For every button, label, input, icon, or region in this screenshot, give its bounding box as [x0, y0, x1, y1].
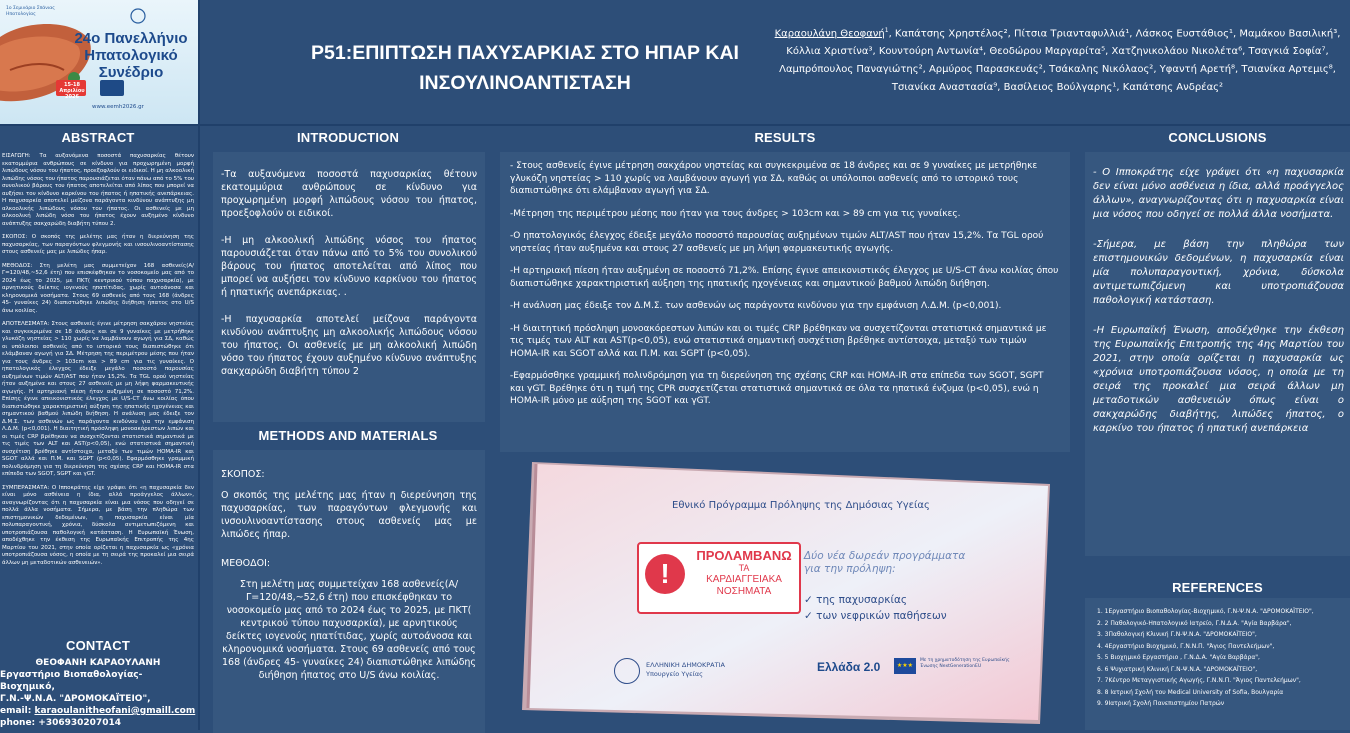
- program-item-2: των νεφρικών παθήσεων: [816, 610, 947, 622]
- results-title: RESULTS: [754, 130, 816, 145]
- offer-line2: για την πρόληψη:: [804, 563, 896, 575]
- result-paragraph: -Ο ηπατολογικός έλεγχος έδειξε μεγάλο ποσοστό παρουσίας αυξημένων τιμών ALT/AST που ήταν 15,2%. Τα TGL ορού νηστείας ήταν αυξημένα και στους 27 ασθενείς με μη λήψη φαρμακευτικής αγωγής.: [510, 231, 1044, 254]
- brochure-heading: Εθνικό Πρόγραμμα Πρόληψης της Δημόσιας Υγείας: [672, 500, 930, 511]
- conclusion-paragraph: -Σήμερα, με βάση την πληθώρα των επιστημονικών δεδομένων, η παχυσαρκία είναι μία πολυπαραγοντική, χρόνια, δύσκολα αντιμετωπιζόμενη και υποτροπιάζουσα παθολογική κατάσταση.: [1093, 239, 1344, 306]
- first-author-sup: 1: [884, 27, 889, 34]
- offer-line1: Δύο νέα δωρεάν προγράμματα: [804, 550, 966, 562]
- conclusions-title: CONCLUSIONS: [1168, 130, 1267, 145]
- contact-hospital: Γ.Ν.-Ψ.Ν.Α. "ΔΡΟΜΟΚΑΪΤΕΙΟ",: [0, 694, 151, 704]
- abstract-method: ΜΕΘΟΔΟΣ: Στη μελέτη μας συμμετείχαν 168 ασθενείς(Α/Γ=120/48,~52,6 έτη) που επισκέφθηκαν το νοσοκομείο μας από το 2024 έως το 2025, με ΠΚΤ( κεντρικού τύπου παχυσαρκία), με αρνητικούς δείκτες ιογενούς ηπατίτιδας, χωρίς αυτοάνοσα και κληρονομικά νοσήματα. Στους 69 ασθενείς από τους 168 (άνδρες 45- γυναίκες 24) διαπιστώθηκε λιπώδης διήθηση ήπατος στο U/S άνω κοιλίας.: [2, 262, 194, 314]
- results-panel: [500, 152, 1070, 452]
- left-column-divider: [198, 0, 200, 730]
- conclusion-paragraph: - Ο Ιπποκράτης είχε γράψει ότι «η παχυσαρκία δεν είναι μόνο ασθένεια η ίδια, αλλά προάγγελος άλλων», αναγνωρίζοντας ότι η παχυσαρκία είναι μια νόσος που οδηγεί σε πολλά άλλα νοσήματα.: [1093, 167, 1344, 220]
- method-label: ΜΕΘΟΔΟΙ:: [221, 558, 271, 569]
- alert-icon: !: [645, 554, 685, 594]
- reference-item: 7. 7Κέντρο Μεταγγιστικής Αγωγής, Γ.Ν.Ν.Π. "Άγιος Παντελεήμων",: [1097, 677, 1301, 684]
- result-paragraph: -Μέτρηση της περιμέτρου μέσης που ήταν για τους άνδρες > 103cm και > 89 cm για τις γυναίκες.: [510, 208, 961, 219]
- abstract-conclusions: ΣΥΜΠΕΡΑΣΜΑΤΑ: Ο Ιπποκράτης είχε γράψει ότι «η παχυσαρκία δεν είναι μόνο ασθένεια η ίδια, αλλά προάγγελος άλλων», αναγνωρίζοντας ότι η παχυσαρκία είναι μια νόσος που οδηγεί σε πολλά άλλα νοσήματα. Σήμερα, με βάση την πληθώρα των επιστημονικών δεδομένων, η παχυσαρκία είναι μία πολυπαραγοντική, χρόνια, δύσκολα αντιμετωπιζόμενη και υποτροπιάζουσα παθολογική κατάσταση. Η Ευρωπαϊκή Ένωση, αποδέχθηκε την έκθεση της Ευρωπαϊκής Επιτροπής της 4ης Μαρτίου του 2021, στην οποία ορίζεται η παχυσαρκία ως «χρόνια υποτροπιάζουσα νόσος, η οποία με τη σειρά της προκαλεί μια σειρά άλλων μη μεταδοτικών ασθενειών».: [2, 484, 194, 566]
- seminar-line: 1ο Σεμινάριο Σπάνιας Ηπατολογίας: [6, 6, 55, 17]
- reference-item: 8. 8 Ιατρική Σχολή του Medical University of Sofia, Βουλγαρία: [1097, 688, 1284, 696]
- abstract-body: [0, 153, 196, 567]
- methods-title: METHODS AND MATERIALS: [258, 428, 438, 443]
- conclusions-panel: [1085, 152, 1350, 556]
- program-item-1: της παχυσαρκίας: [816, 594, 908, 606]
- result-paragraph: -Η ανάλυση μας έδειξε τον Δ.Μ.Σ. των ασθενών ως παράγοντα κινδύνου για την εμφάνιση Λ.Δ.Μ. (p<0,001).: [510, 301, 1002, 311]
- conference-dates: 15-18 Απριλίου 2026: [59, 82, 85, 100]
- abstract-title: ABSTRACT: [61, 130, 135, 145]
- conference-name-3: Συνέδριο: [98, 64, 164, 81]
- email-label: email:: [0, 706, 32, 716]
- gov-line2: Υπουργείο Υγείας: [646, 670, 703, 678]
- poster-title: P51:ΕΠΙΠΤΩΣΗ ΠΑΧΥΣΑΡΚΙΑΣ ΣΤΟ ΗΠΑΡ ΚΑΙ ΙΝΣΟΥΛΙΝΟΑΝΤΙΣΤΑΣΗ: [311, 42, 739, 94]
- aim-label: ΣΚΟΠΟΣ:: [221, 469, 265, 480]
- header-divider: [0, 124, 1350, 126]
- reference-item: 3. 3Παθολογική Κλινική Γ.Ν-Ψ.Ν.Α. "ΔΡΟΜΟΚΑΪΤΕΙΟ",: [1097, 631, 1257, 638]
- introduction-title: INTRODUCTION: [296, 130, 400, 145]
- first-author: Καραουλάνη Θεοφανή: [774, 28, 885, 40]
- contact-title: CONTACT: [66, 638, 130, 653]
- references-panel: [1085, 598, 1350, 730]
- method-text: Στη μελέτη μας συμμετείχαν 168 ασθενείς(Α/Γ=120/48,~52,6 έτη) που επισκέφθηκαν το νοσοκομείο μας από το 2024 έως το 2025, με ΠΚΤ( κεντρικού τύπου παχυσαρκία), με αρνητικούς δείκτες ιογενούς ηπατίτιδας, χωρίς αυτοάνοσα και κληρονομικά νοσήματα. Στους 69 ασθενείς από τους 168 (άνδρες 45- γυναίκες 24) διαπιστώθηκε λιπώδης διήθηση ήπατος στο U/S άνω κοιλίας.: [221, 579, 476, 681]
- prevention-badge: [637, 542, 801, 614]
- conference-url: www.eemh2026.gr: [92, 104, 144, 110]
- reference-item: 1. 1Εργαστήριο Βιοπαθολογίας-Βιοχημικό, Γ.Ν-Ψ.Ν.Α. "ΔΡΟΜΟΚΑΪΤΕΙΟ",: [1097, 608, 1314, 615]
- reference-item: 5. 5 Βιοχημικό Εργαστήριο , Γ.Ν.Δ.Α. "Αγία Βαρβάρα",: [1097, 654, 1260, 661]
- intro-paragraph: -Η μη αλκοολική λιπώδης νόσος του ήπατος παρουσιάζεται όταν πάνω από το 5% του συνολικού βάρους του ήπατος αποτελείται από λίπος που μπορεί να αυξήσει τον κίνδυνο καρκίνου του ήπατος ή ηπατικής ανεπάρκειας. .: [221, 235, 477, 298]
- contact-phone: +306930207014: [38, 718, 121, 728]
- check-icon: ✓: [804, 594, 813, 606]
- intro-paragraph: -Τα αυξανόμενα ποσοστά παχυσαρκίας θέτουν εκατομμύρια ανθρώπους σε κίνδυνο για προχωρημένη μορφή λιπώδους νόσου του ήπατος, προεξοφλούν οι ειδικοί.: [221, 169, 477, 219]
- check-icon: ✓: [804, 610, 813, 622]
- contact-email-link[interactable]: karaoulanitheofani@gmaill.com: [34, 706, 196, 716]
- eu-flag-icon: ★★★: [894, 658, 916, 674]
- contact-dept: Εργαστήριο Βιοπαθολογίας-Βιοχημικό,: [0, 670, 143, 692]
- badge-line4: ΝΟΣΗΜΑΤΑ: [716, 586, 772, 597]
- methods-panel: [213, 450, 485, 733]
- reference-item: 9. 9Ιατρική Σχολή Πανεπιστημίου Πατρών: [1097, 700, 1225, 707]
- aim-text: Ο σκοπός της μελέτης μας ήταν η διερεύνηση της παχυσαρκίας, των παραγόντων φλεγμονής και ινσουλινοαντίστασης στους ασθενείς μας με λιπώδες ήπαρ.: [221, 490, 477, 540]
- co-authors: , Καπάτσης Χρηστέλος², Πίτσια Τριανταφυλλιά¹, Λάσκος Ευστάθιος¹, Μαμάκου Βασιλική³, Κόλλια Χριστίνα³, Κουντούρη Αντωνία⁴, Θεοδώρου Μαργαρίτα⁵, Χατζηνικολάου Νικολέτα⁶, Τσαγκιά Σοφία⁷, Λαμπρόπουλος Παναγιώτης², Αρμύρος Παρασκευάς², Τσάκαλης Νικόλαος², Υφαντή Αρετή⁸, Τσιανίκα Αρτεμις⁸, Τσιανίκα Αναστασία⁹, Βασίλειος Βούλγαρης¹, Καπάτσης Ανδρέας²: [779, 28, 1341, 94]
- contact-details: [0, 657, 196, 729]
- conclusion-paragraph: -Η Ευρωπαϊκή Ένωση, αποδέχθηκε την έκθεση της Ευρωπαϊκής Επιτροπής της 4ης Μαρτίου του 2021, στην οποία ορίζεται η παχυσαρκία ως «χρόνια υποτροπιάζουσα νόσος, η οποία με τη σειρά της προκαλεί μια σειρά άλλων μη μεταδοτικών ασθενειών όπως είναι ο σακχαρώδης διαβήτης, λιπώδες ήπατος, ο καρκίνο του ήπατος ή ηπατική ανεπάρκεια: [1093, 325, 1344, 434]
- reference-item: 2. 2 Παθολογικό-Ηπατολογικό Ιατρείο, Γ.Ν.Δ.Α. "Αγία Βαρβάρα",: [1097, 619, 1292, 627]
- badge-title: ΠΡΟΛΑΜΒΑΝΩ: [696, 548, 792, 563]
- result-paragraph: - Στους ασθενείς έγινε μέτρηση σακχάρου νηστείας και συγκεκριμένα σε 18 άνδρες και σε 9 γυναίκες με μετρήθηκε γλυκόζη νηστείας > 110 χωρίς να λαμβάνουν αγωγή για ΣΔ, καθώς οι υπόλοιποι ασθενείς από το ιστορικό τους διαπιστώθηκε ότι ελάμβαναν αγωγή για ΣΔ.: [510, 161, 1038, 196]
- result-paragraph: -Εφαρμόσθηκε γραμμική πολινδρόμηση για τη διερεύνηση της σχέσης CRP και HOMA-IR στα επίπεδα των SGOT, SGPT και γGT. Βρέθηκε ότι η τιμή της CPR συσχετίζεται στατιστικά σημαντικά σε όλα τα ηπατικά ένζυμα (p<0,05), ενώ η HOMA-IR μόνο με αύξηση της SGOT και γGT.: [510, 371, 1044, 406]
- eu-funding-text: Με τη χρηματοδότηση της Ευρωπαϊκής Ένωσης NextGenerationEU: [920, 658, 1010, 669]
- author-list: [770, 22, 1345, 97]
- reference-item: 4. 4Εργαστήριο Βιοχημικό, Γ.Ν.Ν.Π. "Άγιος Παντελεήμων",: [1097, 642, 1275, 650]
- contact-name: ΘΕΟΦΑΝΗ ΚΑΡΑΟΥΛΑΝΗ: [35, 658, 161, 668]
- greek-emblem-icon: [614, 658, 640, 684]
- references-title: REFERENCES: [1172, 580, 1263, 595]
- badge-line2: ΤΑ: [738, 563, 750, 573]
- abstract-aim: ΣΚΟΠΟΣ: Ο σκοπός της μελέτης μας ήταν η διερεύνηση της παχυσαρκίας, των παραγόντων φλεγμονής και ινσουλινοαντίστασης στους ασθενείς μας με λιπώδες ήπαρ.: [2, 234, 194, 255]
- conference-name-1: 24ο Πανελλήνιο: [74, 30, 188, 47]
- result-paragraph: -Η διαιτητική πρόσληψη μονοακόρεστων λιπών και οι τιμές CRP βρέθηκαν να συσχετίζονται στατιστικά σημαντικά με τις τιμές των ALT και AST(p<0,05), ενώ στατιστικά σημαντική συσχέτιση βρέθηκε αντίστοιχα, μεταξύ των τιμών HOMA-IR και SGOT αλλά και Π.Μ. και SGPT (p<0,05).: [510, 323, 1047, 359]
- abstract-intro: ΕΙΣΑΓΩΓΗ: Τα αυξανόμενα ποσοστά παχυσαρκίας θέτουν εκατομμύρια ανθρώπους σε κίνδυνο για προχωρημένη μορφή λιπώδους νόσου του ήπατος, προεξοφλούν οι ειδικοί. Η μη αλκοολική λιπώδης νόσος του ήπατος παρουσιάζεται όταν πάνω από το 5% του συνολικού βάρους του ήπατος αποτελείται από λίπος που μπορεί να αυξήσει τον κίνδυνο καρκίνου του ήπατος ή ηπατικής ανεπάρκειας. Η παχυσαρκία αποτελεί μείζονα παράγοντα κινδύνου ανάπτυξης μη αλκοολικής λιπώδους νόσου του ήπατος. Οι ασθενείς με μη αλκοολική λιπώδη νόσο του ήπατος έχουν αυξημένο κίνδυνο ανάπτυξης σακχαρώδη διαβήτη τύπου 2.: [2, 153, 194, 227]
- introduction-panel: [213, 152, 485, 422]
- phone-label: phone:: [0, 718, 36, 728]
- badge-line3: ΚΑΡΔΙΑΓΓΕΙΑΚΑ: [706, 574, 782, 585]
- abstract-results: ΑΠΟΤΕΛΕΣΜΑΤΑ: Στους ασθενείς έγινε μέτρηση σακχάρου νηστείας και συγκεκριμένα σε 18 άνδρες και σε 9 γυναίκες με μετρήθηκε γλυκόζη νηστείας > 110 χωρίς να λαμβάνουν αγωγή για ΣΔ, καθώς οι υπόλοιποι ασθενείς από το ιστορικό τους διαπιστώθηκε ότι ελάμβαναν αγωγή για ΣΔ. Μέτρηση της περιμέτρου μέσης που ήταν για τους άνδρες > 103cm και > 89 cm για τις γυναίκες. Ο ηπατολογικός έλεγχος έδειξε μεγάλο ποσοστό παρουσίας αυξημένων τιμών ALT/AST που ήταν 15,2%. Τα TGL ορού νηστείας ήταν αυξημένα και στους 27 ασθενείς με μη λήψη φαρμακευτικής αγωγής. Η αρτηριακή πίεση ήταν αυξημένη σε ποσοστό 71,2%. Επίσης έγινε απεικονιστικός έλεγχος με U/S-CT άνω κοιλίας όπου διαπιστώθηκε χαρακτηριστική αύξηση της ηπατικής ηχογένειας και σημαντικού βαθμού λιπώδη διήθηση. Η ανάλυση μας έδειξε τον Δ.Μ.Σ. των ασθενών ως παράγοντα κινδύνου για την εμφάνιση Λ.Δ.Μ. (p<0,001). Η διαιτητική πρόσληψη μονοακόρεστων λιπών και οι τιμές CRP βρέθηκαν να συσχετίζονται στατιστικά σημαντικά με τις τιμές των ALT και AST(p<0,05), ενώ στατιστικά σημαντική συσχέτιση βρέθηκε αντίστοιχα, μεταξύ των τιμών HOMA-IR και SGOT αλλά και Π.Μ. και SGPT (p<0,05). Εφαρμόσθηκε γραμμική πολινδρόμηση για τη διερεύνηση της σχέσης CRP και HOMA-IR στα επίπεδα των SGOT, SGPT και γGT.: [2, 321, 194, 477]
- intro-paragraph: -Η παχυσαρκία αποτελεί μείζονα παράγοντα κινδύνου ανάπτυξης μη αλκοολικής λιπώδους νόσου του ήπατος. Οι ασθενείς με μη αλκοολική λιπώδη νόσο του ήπατος έχουν αυξημένο κίνδυνο ανάπτυξης σακχαρώδη διαβήτη τύπου 2: [221, 314, 477, 377]
- reference-item: 6. 6 Ψυχιατρική Κλινική Γ.Ν-Ψ.Ν.Α. "ΔΡΟΜΟΚΑΪΤΕΙΟ",: [1097, 665, 1258, 673]
- prevention-program-brochure: [522, 462, 1052, 727]
- greece-2-0-logo: Ελλάδα 2.0: [817, 660, 881, 674]
- gov-line1: ΕΛΛΗΝΙΚΗ ΔΗΜΟΚΡΑΤΙΑ: [646, 661, 725, 669]
- result-paragraph: -Η αρτηριακή πίεση ήταν αυξημένη σε ποσοστό 71,2%. Επίσης έγινε απεικονιστικός έλεγχος με U/S-CT άνω κοιλίας όπου διαπιστώθηκε χαρακτηριστική αύξηση της ηπατικής ηχογένειας και σημαντικού βαθμού λιπώδη διήθηση.: [510, 266, 1059, 289]
- conference-name-2: Ηπατολογικό: [84, 47, 178, 64]
- conference-logo: [0, 0, 198, 124]
